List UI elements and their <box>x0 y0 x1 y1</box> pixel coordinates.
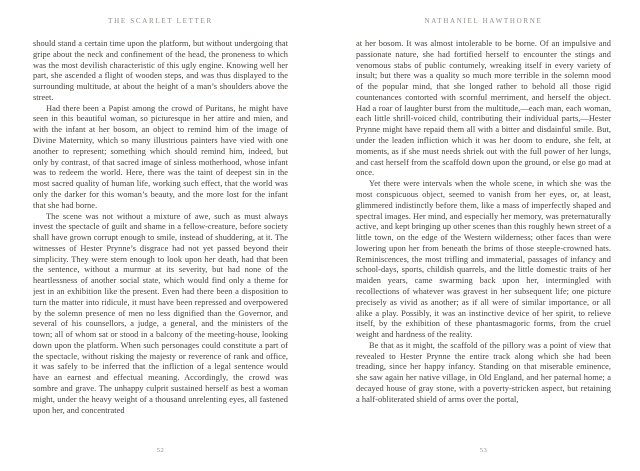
paragraph: at her bosom. It was almost intolerable to be borne. Of an impulsive and passionate nature, she had fortified herself to encounter the stings and venomous stabs of public contumely, wreaking itself in every variety of insult; but there was a quality so much more terrible in the solemn mood of the popular mind, that she longed rather to behold all those rigid countenances contorted with scornful merriment, and herself the object. Had a roar of laughter burst from the multitude,—each man, each woman, each little shrill-voiced child, contributing their individual parts,—Hester Prynne might have repaid them all with a bitter and disdainful smile. But, under the leaden infliction which it was her doom to endure, she felt, at moments, as if she must needs shriek out with the full power of her lungs, and cast herself from the scaffold down upon the ground, or else go mad at once. <box>356 39 611 178</box>
paragraph: The scene was not without a mixture of awe, such as must always invest the spectacle of guilt and shame in a fellow-creature, before society shall have grown corrupt enough to smile, instead of shuddering, at it. The witnesses of Hester Prynne’s disgrace had not yet passed beyond their simplicity. They were stern enough to look upon her death, had that been the sentence, without a murmur at its severity, but had none of the heartlessness of another social state, which would find only a theme for jest in an exhibition like the present. Even had there been a disposition to turn the matter into ridicule, it must have been repressed and overpowered by the solemn presence of men no less dignified than the Governor, and several of his counsellors, a judge, a general, and the ministers of the town; all of whom sat or stood in a balcony of the meeting-house, looking down upon the platform. When such personages could constitute a part of the spectacle, without risking the majesty or reverence of rank and office, it was safely to be inferred that the infliction of a legal sentence would have an earnest and effectual meaning. Accordingly, the crowd was sombre and grave. The unhappy culprit sustained herself as best a woman might, under the heavy weight of a thousand unrelenting eyes, all fastened upon her, and concentrated <box>33 211 288 415</box>
paragraph: Be that as it might, the scaffold of the pillory was a point of view that revealed to Hester Prynne the entire track along which she had been treading, since her happy infancy. Standing on that miserable eminence, she saw again her native village, in Old England, and her paternal home; a decayed house of gray stone, with a poverty-stricken aspect, but retaining a half-obliterated shield of arms over the portal, <box>356 340 611 404</box>
page-left-body <box>33 39 288 421</box>
running-header-book-title: THE SCARLET LETTER <box>108 17 213 25</box>
page-number-right: 53 <box>479 447 488 454</box>
paragraph: should stand a certain time upon the platform, but without undergoing that gripe about the neck and confinement of the head, the proneness to which was the most devilish characteristic of this ugly engine. Knowing well her part, she ascended a flight of wooden steps, and was thus displayed to the surrounding multitude, at about the height of a man’s shoulders above the street. <box>33 39 288 102</box>
paragraph: Had there been a Papist among the crowd of Puritans, he might have seen in this beautiful woman, so picturesque in her attire and mien, and with the infant at her bosom, an object to remind him of the image of Divine Maternity, which so many illustrious painters have vied with one another to represent; something which should remind him, indeed, but only by contrast, of that sacred image of sinless motherhood, whose infant was to redeem the world. Here, there was the taint of deepest sin in the most sacred quality of human life, working such effect, that the world was only the darker for this woman’s beauty, and the more lost for the infant that she had borne. <box>33 103 288 210</box>
paragraph: Yet there were intervals when the whole scene, in which she was the most conspicuous object, seemed to vanish from her eyes, or, at least, glimmered indistinctly before them, like a mass of imperfectly shaped and spectral images. Her mind, and especially her memory, was preternaturally active, and kept bringing up other scenes than this roughly hewn street of a little town, on the edge of the Western wilderness; other faces than were lowering upon her from beneath the brims of those steeple-crowned hats. Reminiscences, the most trifling and immaterial, passages of infancy and school-days, sports, childish quarrels, and the little domestic traits of her maiden years, came swarming back upon her, intermingled with recollections of whatever was gravest in her subsequent life; one picture precisely as vivid as another; as if all were of similar importance, or all alike a play. Possibly, it was an instinctive device of her spirit, to relieve itself, by the exhibition of these phantasmagoric forms, from the cruel weight and hardness of the reality. <box>356 179 611 340</box>
page-right-body <box>356 39 611 421</box>
page-right <box>320 0 640 471</box>
running-header-author-name: NATHANIEL HAWTHORNE <box>424 17 543 25</box>
page-number-left: 52 <box>156 447 165 454</box>
